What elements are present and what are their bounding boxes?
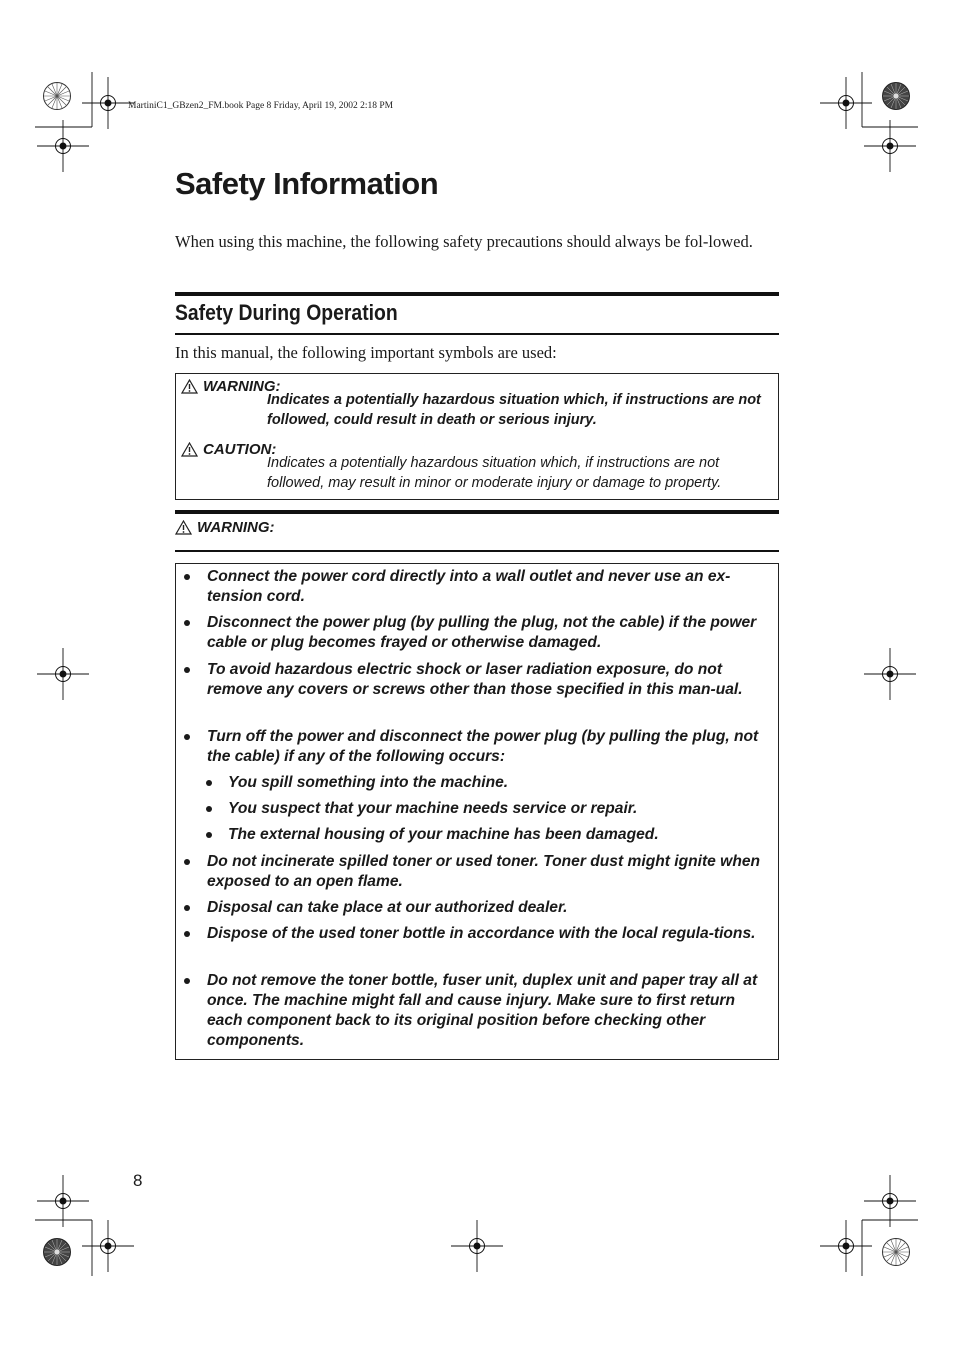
sub-bullet	[206, 780, 212, 786]
bullet	[184, 667, 190, 673]
intro-paragraph: When using this machine, the following safety precautions should always be fol-lowed.	[175, 232, 753, 251]
list-item: To avoid hazardous electric shock or laser radiation exposure, do not remove any covers or screws other than those specified in this man-ual.	[207, 661, 743, 698]
warning-triangle-icon	[181, 379, 198, 394]
legend-caution-desc: Indicates a potentially hazardous situation which, if instructions are not followed, may result in minor or moderate injury or damage to property.	[267, 455, 722, 491]
list-item: Connect the power cord directly into a wall outlet and never use an ex-tension cord.	[207, 568, 731, 605]
warning-rule-top	[175, 510, 779, 514]
symbols-intro: In this manual, the following important symbols are used:	[175, 343, 557, 362]
symbols-legend-box	[175, 373, 779, 500]
bullet	[184, 978, 190, 984]
section-rule-bottom	[175, 333, 779, 335]
warning-rule-bottom	[175, 550, 779, 552]
bullet	[184, 931, 190, 937]
legend-caution-label	[181, 441, 276, 458]
sub-list-item: You suspect that your machine needs service or repair.	[228, 800, 638, 817]
sub-bullet	[206, 832, 212, 838]
sub-list-item: You spill something into the machine.	[228, 774, 509, 791]
caution-triangle-icon	[181, 442, 198, 457]
section-rule-top	[175, 292, 779, 296]
warning-heading	[175, 519, 275, 536]
bullet	[184, 620, 190, 626]
bullet	[184, 905, 190, 911]
page-title: Safety Information	[175, 166, 439, 201]
sub-bullet	[206, 806, 212, 812]
bullet	[184, 859, 190, 865]
list-item: Dispose of the used toner bottle in accordance with the local regula-tions.	[207, 925, 756, 942]
legend-warning-label	[181, 378, 281, 395]
legend-warning-desc: Indicates a potentially hazardous situation which, if instructions are not followed, could result in death or serious injury.	[267, 392, 761, 428]
list-item: Turn off the power and disconnect the power plug (by pulling the plug, not the cable) if any of the following occurs:	[207, 728, 759, 765]
legend-warning-text: WARNING:	[203, 378, 281, 395]
list-item: Disposal can take place at our authorized dealer.	[207, 899, 568, 916]
section-title: Safety During Operation	[175, 300, 398, 325]
page-number: 8	[133, 1171, 143, 1190]
file-header: MartiniC1_GBzen2_FM.book Page 8 Friday, April 19, 2002 2:18 PM	[128, 101, 394, 111]
bullet	[184, 574, 190, 580]
sub-list-item: The external housing of your machine has been damaged.	[228, 826, 659, 843]
list-item: Do not remove the toner bottle, fuser unit, duplex unit and paper tray all at once. The machine might fall and cause injury. Make sure to first return each component back to its original position before checking other components.	[207, 972, 758, 1049]
legend-caution-text: CAUTION:	[203, 441, 277, 458]
bullet	[184, 734, 190, 740]
warning-triangle-icon	[175, 520, 192, 535]
list-item: Do not incinerate spilled toner or used toner. Toner dust might ignite when exposed to an open flame.	[207, 853, 761, 890]
list-item: Disconnect the power plug (by pulling the plug, not the cable) if the power cable or plug becomes frayed or otherwise damaged.	[207, 614, 757, 651]
warning-heading-text: WARNING:	[197, 519, 275, 536]
